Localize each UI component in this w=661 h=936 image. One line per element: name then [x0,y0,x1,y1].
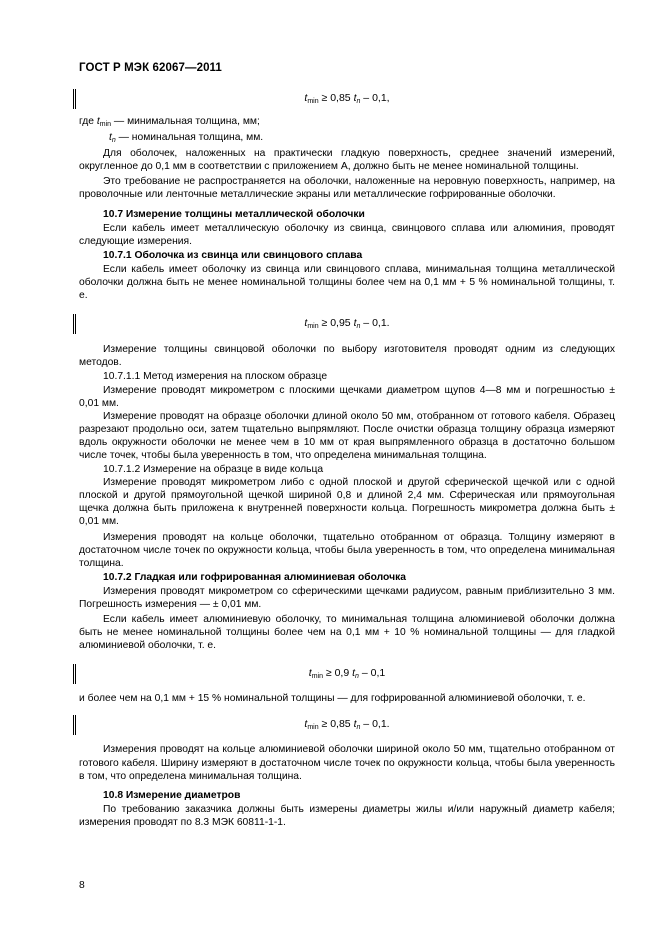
subsection-heading-10-7-1-1: 10.7.1.1 Метод измерения на плоском образце [103,371,328,383]
change-bar [73,89,76,109]
change-bar [73,715,76,735]
section-heading-10-7: 10.7 Измерение толщины металлической оболочки [103,208,365,220]
paragraph: По требованию заказчика должны быть измерены диаметры жилы и/или наружный диаметр кабеля; измерения проводят по 8.3 МЭК 60811-1-1. [79,803,615,828]
paragraph: Измерение проводят микрометром с плоскими щечками диаметром щупов 4—8 мм и погрешностью ± 0,01 мм. [79,384,615,409]
formula-1: $t_{min} \ge 0,85$ $t_n - 0,1$, [79,88,615,108]
paragraph: и более чем на 0,1 мм + 15 % номинальной толщины — для гофрированной алюминиевой оболочки, т. е. [79,693,586,705]
paragraph: Если кабель имеет оболочку из свинца или свинцового сплава, минимальная толщина металлической оболочки должна быть не менее номинальной толщины более чем на 0,1 мм + 5 % номинальной толщины, т. е. [79,263,615,302]
paragraph: Для оболочек, наложенных на практически гладкую поверхность, среднее значений измерений, округленное до 0,1 мм в соответствии с приложением А, должно быть не менее номинальной толщины. [79,148,615,173]
paragraph: Измерения проводят на кольце оболочки, тщательно отобранном от образца. Толщину измеряют в достаточном числе точек по окружности кольца, чтобы была уверенность в том, что определена минимальная толщина. [79,531,615,569]
change-bar [73,664,76,684]
where-line-2: $t_n$ — номинальная толщина, мм. [109,132,264,145]
paragraph: Если кабель имеет алюминиевую оболочку, то минимальная толщина алюминиевой оболочки должна быть не менее номинальной толщины более чем на 0,1 мм + 10 % номинальной толщины — для гладкой алюминиевой оболочки, т. е. [79,614,615,652]
paragraph: Это требование не распространяется на оболочки, наложенные на неровную поверхность, например, на проволочные или ленточные металлические экраны или металлические гофрированные оболочки. [79,176,615,201]
where-line-1: где $t_{min}$ — минимальная толщина, мм; [79,116,260,128]
paragraph: Измерения проводят микрометром со сферическими щечками радиусом, равным приблизительно 3 мм. Погрешность измерения — ± 0,01 мм. [79,585,615,610]
section-heading-10-7-2: 10.7.2 Гладкая или гофрированная алюминиевая оболочка [103,571,406,583]
paragraph: Измерение проводят на образце оболочки длиной около 50 мм, отобранном от готового кабеля. Образец разрезают продольно оси, затем тщательно выпрямляют. После очистки образца толщину образца измеряют вдоль окружности оболочки не менее чем в 10 мм от края выпрямленного образца в достаточно большом числе точек, чтобы была уверенность в том, что определена минимальная толщина. [79,410,615,461]
paragraph: Измерение толщины свинцовой оболочки по выбору изготовителя проводят одним из следующих методов. [79,344,615,369]
document-page [79,62,615,829]
paragraph: Измерение проводят микрометром либо с одной плоской и другой сферической щечкой или с одной плоской и другой прямоугольной щечкой шириной 0,8 и длиной 2,4 мм. Сферическая или прямоугольная щечка должна быть приложена к внутренней поверхности кольца. Погрешность микрометра должна быть ± 0,01 мм. [79,477,615,528]
subsection-heading-10-7-1-2: 10.7.1.2 Измерение на образце в виде кольца [103,464,324,476]
section-heading-10-8: 10.8 Измерение диаметров [103,789,241,801]
formula-4: $t_{min} \ge 0,85$ $t_n - 0,1$. [79,714,615,734]
page-number: 8 [79,880,85,891]
formula-3: $t_{min} \ge 0,9$ $t_n - 0,1$ [79,663,615,683]
change-bar [73,314,76,334]
paragraph: Измерения проводят на кольце алюминиевой оболочки шириной около 50 мм, тщательно отобранном от готового кабеля. Ширину измеряют в достаточном числе точек по окружности кольца, чтобы была уверенность в том, что определена минимальная толщина. [79,744,615,782]
paragraph: Если кабель имеет металлическую оболочку из свинца, свинцового сплава или алюминия, проводят следующие измерения. [79,222,615,247]
section-heading-10-7-1: 10.7.1 Оболочка из свинца или свинцового сплава [103,249,363,261]
formula-2: $t_{min} \ge 0,95$ $t_n - 0,1$. [79,313,615,333]
document-header: ГОСТ Р МЭК 62067—2011 [79,62,222,74]
